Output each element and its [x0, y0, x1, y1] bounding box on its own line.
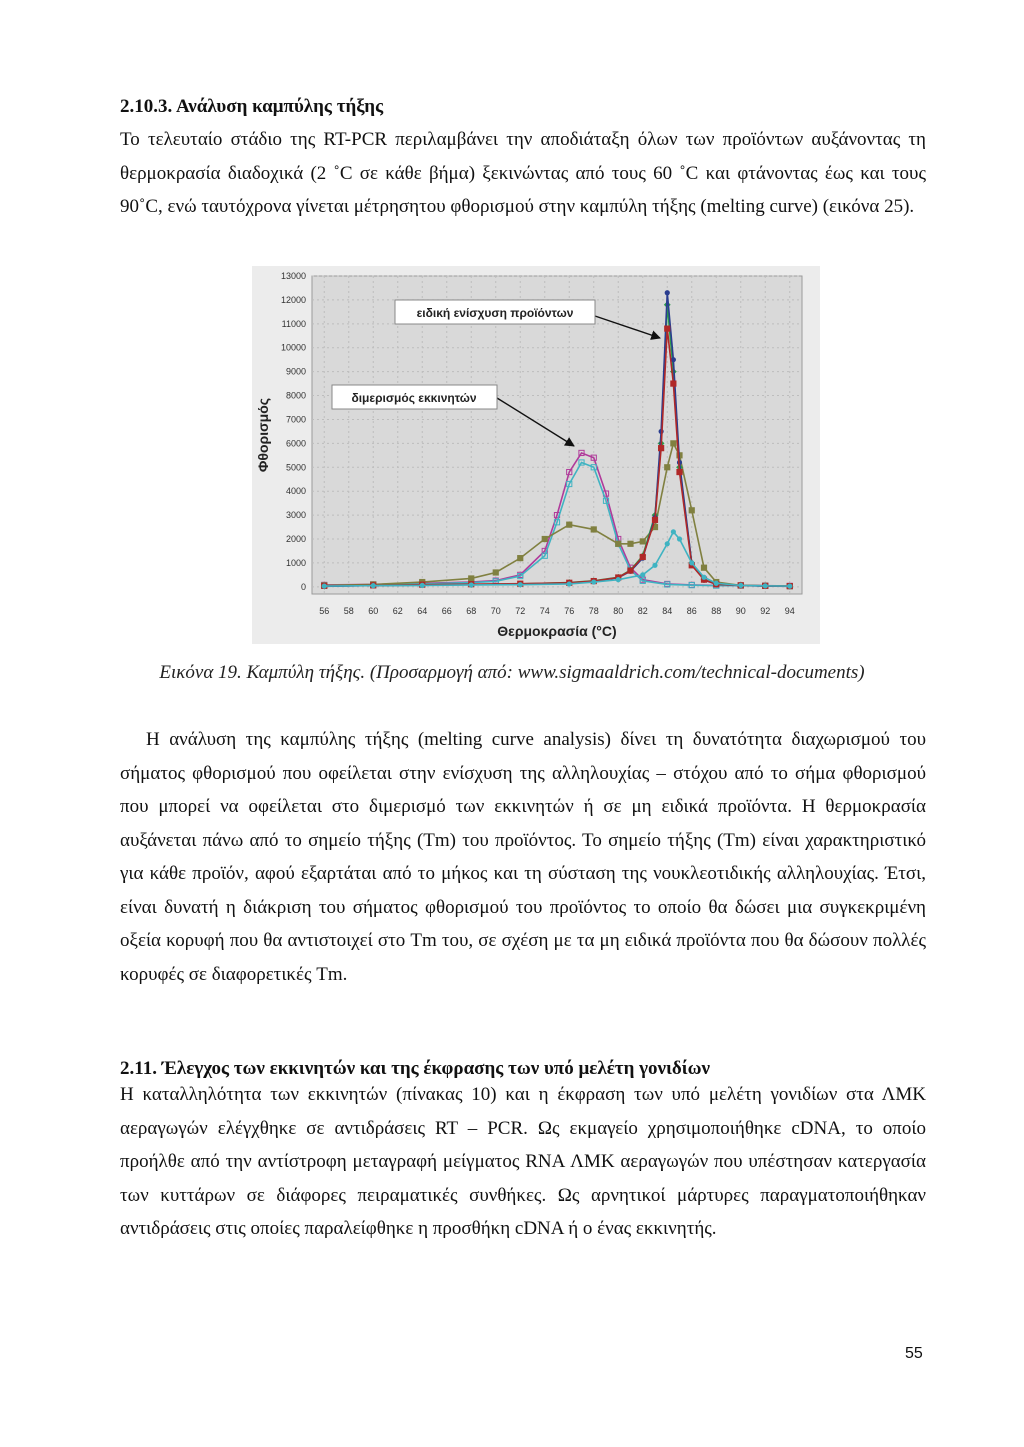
series-6-point [677, 469, 682, 474]
y-tick-label: 9000 [285, 366, 306, 377]
melting-curve-chart [252, 266, 820, 644]
series-7-point [665, 541, 670, 546]
x-tick-label: 84 [662, 606, 673, 616]
series-7-point [787, 584, 792, 589]
x-tick-label: 82 [637, 606, 648, 616]
series-3-point [640, 539, 645, 544]
series-7-point [371, 583, 376, 588]
series-7-point [518, 582, 523, 587]
y-tick-label: 7000 [285, 414, 306, 425]
x-tick-label: 62 [392, 606, 403, 616]
series-7-point [701, 575, 706, 580]
series-3-point [591, 527, 596, 532]
page-number: 55 [905, 1345, 923, 1362]
series-3-point [567, 522, 572, 527]
series-7-point [322, 584, 327, 589]
x-tick-label: 64 [417, 606, 428, 616]
paragraph-melting-analysis: Η ανάλυση της καμπύλης τήξης (melting curve analysis) δίνει τη δυνατότητα διαχωρισμού του σήματος φθορισμού που οφείλεται στην ενίσχυση της αλληλουχίας – στόχου από το σήμα φθορισμού που μπορεί να οφείλεται στο διμερισμό των εκκινητών ή σε μη ειδικά προϊόντα. Η θερμοκρασία αυξάνεται πάνω από το σημείο τήξης (Tm) του προϊόντος. Το σημείο τήξης (Tm) είναι χαρακτηριστικό για κάθε προϊόν, αφού εξαρτάται από το μήκος και τη σύσταση της νουκλεοτιδικής αλληλουχίας. Έτσι, είναι δυνατή η διάκριση του σήματος φθορισμού του προϊόντος το οποίο θα δώσει μια συγκεκριμένη οξεία κορυφή που θα αντιστοιχεί στο Tm του, σε σχέση με τα μη ειδικά προϊόντα που θα δώσουν πολλές κορυφές σε διαφορετικές Tm. [120, 729, 926, 985]
series-7-point [567, 581, 572, 586]
series-6-point [659, 446, 664, 451]
series-7-point [714, 581, 719, 586]
section-heading-2-11: 2.11. Έλεγχος των εκκινητών και της έκφρασης των υπό μελέτη γονιδίων [120, 1058, 711, 1079]
x-tick-label: 66 [441, 606, 452, 616]
series-5-point [665, 290, 670, 295]
y-tick-label: 5000 [285, 462, 306, 473]
series-7-point [689, 560, 694, 565]
series-3-point [665, 465, 670, 470]
series-6-point [671, 381, 676, 386]
x-axis-title: Θερμοκρασία (°C) [497, 623, 617, 639]
x-tick-label: 78 [588, 606, 599, 616]
x-tick-label: 70 [490, 606, 501, 616]
y-tick-label: 10000 [280, 342, 306, 353]
series-3-point [493, 570, 498, 575]
paragraph-rtpcr-melting: Το τελευταίο στάδιο της RT-PCR περιλαμβάνει την αποδιάταξη όλων των προϊόντων αυξάνοντας τη θερμοκρασία διαδοχικά (2 ˚C σε κάθε βήμα) ξεκινώντας από τους 60 ˚C και φτάνοντας έως και τους 90˚C, ενώ ταυτόχρονα γίνεται μέτρησητου φθορισμού στην καμπύλη τήξης (melting curve) (εικόνα 25). [120, 129, 926, 217]
series-6-point [628, 568, 633, 573]
y-tick-label: 12000 [280, 294, 306, 305]
x-tick-label: 88 [711, 606, 722, 616]
x-tick-label: 86 [686, 606, 697, 616]
series-6-point [665, 326, 670, 331]
series-7-point [469, 582, 474, 587]
y-tick-label: 8000 [285, 390, 306, 401]
annotation-label-1: ειδική ενίσχυση προϊόντων [416, 306, 574, 320]
section-heading-2-10-3: 2.10.3. Ανάλυση καμπύλης τήξης [120, 96, 384, 117]
x-tick-label: 80 [613, 606, 624, 616]
y-tick-label: 11000 [281, 318, 306, 329]
x-tick-label: 58 [343, 606, 354, 616]
series-3-point [518, 556, 523, 561]
y-tick-label: 3000 [285, 510, 306, 521]
y-tick-label: 4000 [285, 486, 306, 497]
series-7-point [640, 572, 645, 577]
series-3-point [671, 441, 676, 446]
x-tick-label: 90 [735, 606, 746, 616]
x-tick-label: 56 [319, 606, 330, 616]
series-7-point [591, 579, 596, 584]
x-tick-label: 94 [784, 606, 795, 616]
series-7-point [420, 583, 425, 588]
series-7-point [616, 577, 621, 582]
figure-caption: Εικόνα 19. Καμπύλη τήξης. (Προσαρμογή από: www.sigmaaldrich.com/technical-documents) [159, 662, 865, 683]
series-6-point [652, 517, 657, 522]
series-7-point [738, 583, 743, 588]
series-7-point [677, 536, 682, 541]
y-tick-label: 2000 [285, 534, 306, 545]
x-tick-label: 68 [466, 606, 477, 616]
x-tick-label: 92 [760, 606, 771, 616]
x-tick-label: 60 [368, 606, 379, 616]
series-7-point [763, 583, 768, 588]
y-tick-label: 0 [300, 581, 306, 592]
x-tick-label: 72 [515, 606, 526, 616]
y-tick-label: 13000 [280, 271, 306, 281]
series-3-point [628, 541, 633, 546]
paragraph-primer-check: Η καταλληλότητα των εκκινητών (πίνακας 10) και η έκφραση των υπό μελέτη γονιδίων στα ΛΜΚ αεραγωγών ελέγχθηκε σε αντιδράσεις RT – PCR. Ως εκμαγείο χρησιμοποιήθηκε cDNA, το οποίο προήλθε από την αντίστροφη μεταγραφή μείγματος RNA ΛΜΚ αεραγωγών που υπέστησαν κατεργασία των κυττάρων σε διάφορες πειραματικές συνθήκες. Ως αρνητικοί μάρτυρες παραγματοποιήθηκαν αντιδράσεις στις οποίες παραλείφθηκε η προσθήκη cDNA ή ο ένας εκκινητής. [120, 1084, 926, 1239]
series-6-point [640, 554, 645, 559]
series-7-point [671, 529, 676, 534]
series-3-point [689, 508, 694, 513]
x-tick-label: 76 [564, 606, 575, 616]
melting-curve-figure [252, 266, 820, 644]
x-tick-label: 74 [539, 606, 550, 616]
y-tick-label: 6000 [285, 438, 306, 449]
y-tick-label: 1000 [285, 557, 306, 568]
series-3-point [616, 541, 621, 546]
series-7-point [652, 563, 657, 568]
series-3-point [469, 576, 474, 581]
y-axis-title: Φθορισμός [255, 397, 271, 473]
series-3-point [701, 565, 706, 570]
series-3-point [542, 536, 547, 541]
annotation-label-2: διμερισμός εκκινητών [351, 391, 477, 405]
